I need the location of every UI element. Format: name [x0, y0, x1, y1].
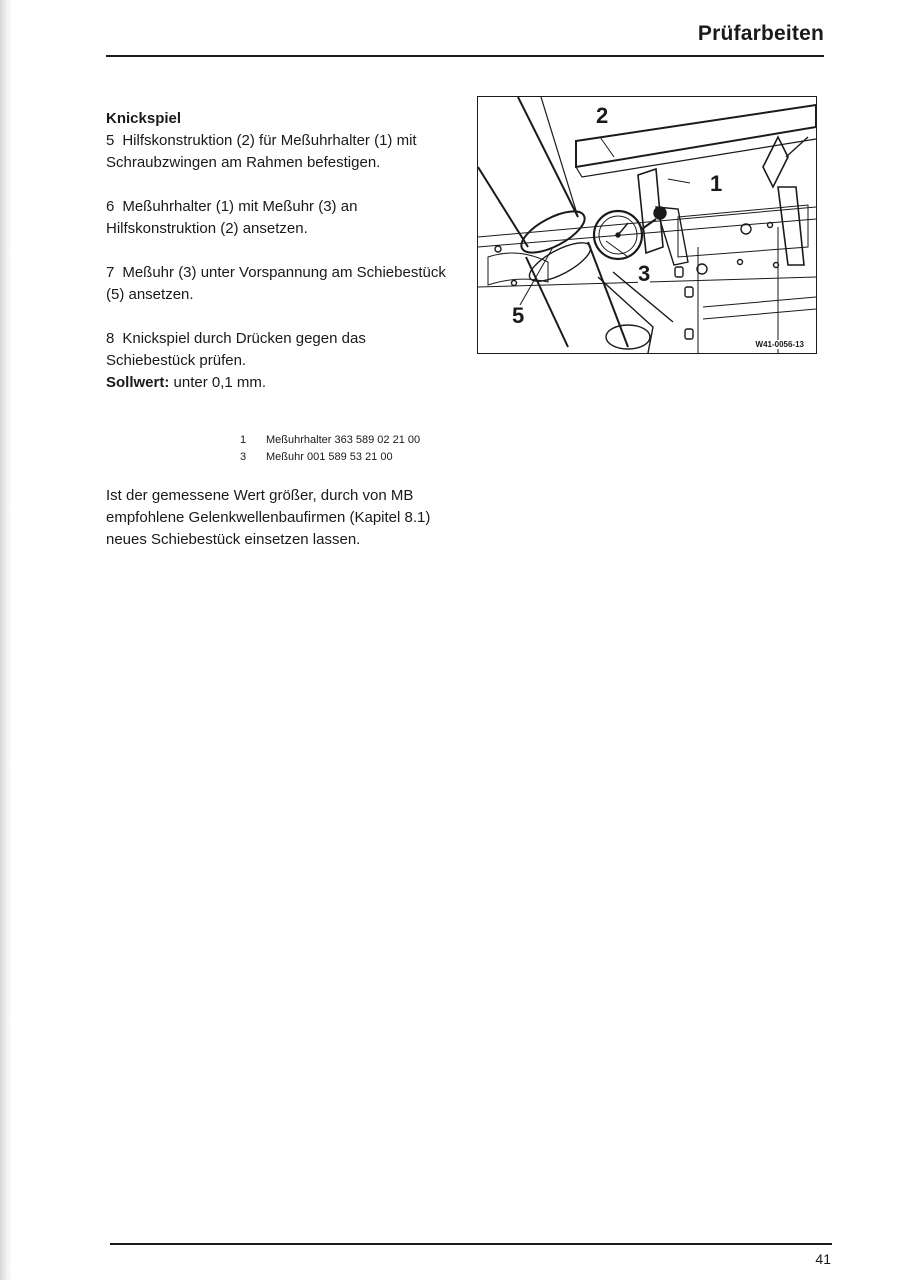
sollwert-line	[106, 372, 456, 394]
scan-edge	[0, 0, 12, 1280]
illustration-drawing	[478, 97, 816, 353]
parts-legend	[240, 432, 420, 466]
figure-label-1: 1	[710, 171, 723, 196]
footer-rule	[110, 1243, 832, 1245]
step-text: Knickspiel durch Drücken gegen das Schiebestück prüfen.	[106, 330, 366, 369]
step-number: 5	[106, 132, 115, 149]
step-text: Meßuhrhalter (1) mit Meßuhr (3) an Hilfskonstruktion (2) ansetzen.	[106, 198, 358, 237]
page-header-title: Prüfarbeiten	[697, 22, 824, 45]
step-number: 7	[106, 264, 115, 281]
header-rule	[106, 55, 824, 57]
figure-code: W41-0056-13	[755, 340, 804, 349]
step-number: 8	[106, 330, 115, 347]
step-text: Meßuhr (3) unter Vorspannung am Schiebestück (5) ansetzen.	[106, 264, 446, 303]
note-paragraph: Ist der gemessene Wert größer, durch von MB empfohlene Gelenkwellenbaufirmen (Kapitel 8.1) neues Schiebestück einsetzen lassen.	[106, 487, 431, 548]
legend-row	[240, 449, 420, 466]
instruction-block	[106, 108, 456, 416]
sollwert-value: unter 0,1 mm.	[173, 374, 267, 391]
step-text: Hilfskonstruktion (2) für Meßuhrhalter (1) mit Schraubzwingen am Rahmen befestigen.	[106, 132, 417, 171]
sollwert-label: Sollwert:	[106, 374, 170, 391]
figure-label-2: 2	[596, 103, 609, 128]
figure-label-5: 5	[512, 303, 525, 328]
legend-text: Meßuhrhalter 363 589 02 21 00	[266, 434, 421, 446]
step-item	[106, 328, 456, 372]
step-item	[106, 130, 456, 174]
step-number: 6	[106, 198, 115, 215]
section-heading: Knickspiel	[106, 110, 182, 127]
figure-label-3: 3	[638, 261, 651, 286]
step-item	[106, 196, 456, 240]
legend-number: 1	[240, 434, 247, 446]
technical-illustration	[477, 96, 817, 354]
legend-row	[240, 432, 420, 449]
legend-text: Meßuhr 001 589 53 21 00	[266, 451, 393, 463]
legend-number: 3	[240, 451, 247, 463]
page-number: 41	[815, 1251, 831, 1267]
step-item	[106, 262, 456, 306]
